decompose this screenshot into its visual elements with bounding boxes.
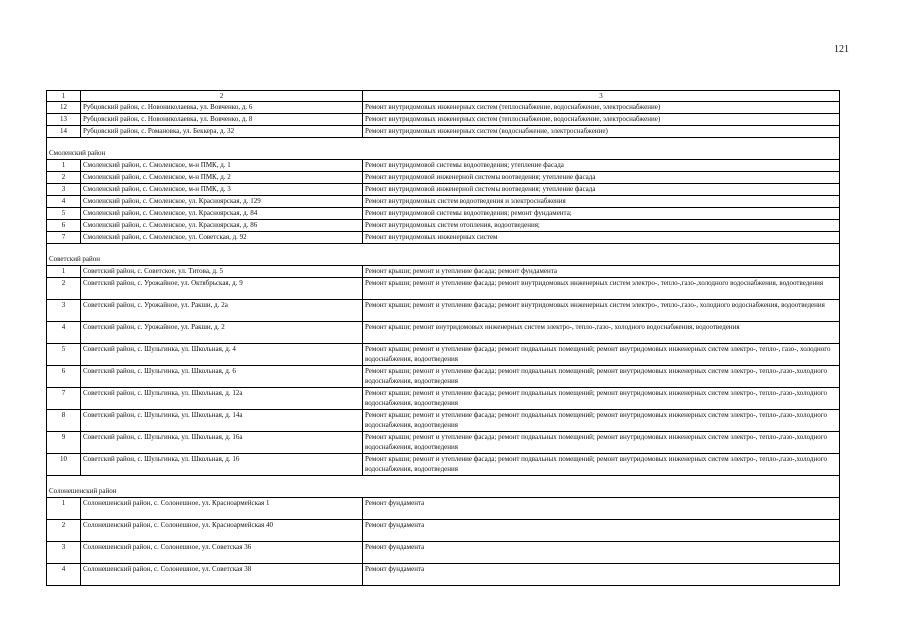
- row-number: 4: [47, 322, 81, 344]
- row-address: Солонешенский район, с. Солонешное, ул. Советская 36: [81, 542, 363, 564]
- header-col-2: 2: [81, 91, 363, 102]
- row-number: 10: [47, 454, 81, 476]
- row-work: Ремонт внутридомовых инженерных систем: [363, 232, 840, 244]
- row-address: Смоленский район, с. Смоленское, м-н ПМК, д. 2: [81, 172, 363, 184]
- page-number: 121: [834, 44, 849, 55]
- row-number: 4: [47, 196, 81, 208]
- table-row: [47, 266, 840, 278]
- row-address: Советский район, с. Шульгинка, ул. Школьная, д. 16: [81, 454, 363, 476]
- row-number: 13: [47, 114, 81, 126]
- row-work: Ремонт крыши; ремонт и утепление фасада; ремонт внутридомовых инженерных систем электро-, тепло-,газо-, холодного водоснабжения, водоотведения: [363, 300, 840, 322]
- row-number: 1: [47, 160, 81, 172]
- repair-table: [46, 90, 840, 586]
- row-work: Ремонт крыши; ремонт и утепление фасада; ремонт подвальных помещений; ремонт внутридомовых инженерных систем электро-, тепло-,газо-,холодного водоснабжения, водоотведения: [363, 388, 840, 410]
- section-title: Смоленский район: [47, 138, 840, 160]
- table-row: [47, 454, 840, 476]
- table-row: [47, 220, 840, 232]
- row-number: 5: [47, 208, 81, 220]
- row-address: Советский район, с. Шульгинка, ул. Школьная, д. 12а: [81, 388, 363, 410]
- row-address: Смоленский район, с. Смоленское, ул. Красноярская, д. 84: [81, 208, 363, 220]
- row-address: Советский район, с. Шульгинка, ул. Школьная, д. 4: [81, 344, 363, 366]
- row-work: Ремонт крыши; ремонт внутридомовых инженерных систем электро-, тепло-,газо-, холодного водоснабжения, водоотведения: [363, 322, 840, 344]
- row-address: Солонешенский район, с. Солонешное, ул. Советская 38: [81, 564, 363, 586]
- header-col-3: 3: [363, 91, 840, 102]
- row-number: 5: [47, 344, 81, 366]
- row-work: Ремонт крыши; ремонт и утепление фасада; ремонт внутридомовых инженерных систем электро-, тепло-,газо-,холодного водоснабжения, водоотведения: [363, 278, 840, 300]
- row-address: Советский район, с. Урожайное, ул. Октябрьская, д. 9: [81, 278, 363, 300]
- row-address: Солонешенский район, с. Солонешное, ул. Красноармейская 1: [81, 498, 363, 520]
- row-address: Смоленский район, с. Смоленское, м-н ПМК, д. 1: [81, 160, 363, 172]
- row-address: Советский район, с. Шульгинка, ул. Школьная, д. 16а: [81, 432, 363, 454]
- table-row: [47, 300, 840, 322]
- row-work: Ремонт фундамента: [363, 542, 840, 564]
- row-work: Ремонт внутридомовой системы водоотведения; утепление фасада: [363, 160, 840, 172]
- row-address: Советский район, с. Шульгинка, ул. Школьная, д. 6: [81, 366, 363, 388]
- table-row: [47, 232, 840, 244]
- row-address: Рубцовский район, с. Новониколаевка, ул. Вовченко, д. 6: [81, 102, 363, 114]
- row-number: 14: [47, 126, 81, 138]
- row-number: 3: [47, 542, 81, 564]
- row-work: Ремонт крыши; ремонт и утепление фасада; ремонт подвальных помещений; ремонт внутридомовых инженерных систем электро-, тепло-, газо-, холодного водоснабжения, водоотведения: [363, 344, 840, 366]
- table-row: [47, 114, 840, 126]
- row-address: Советский район, с. Урожайное, ул. Ракши, д. 2: [81, 322, 363, 344]
- row-number: 6: [47, 220, 81, 232]
- row-work: Ремонт фундамента: [363, 520, 840, 542]
- row-work: Ремонт фундамента: [363, 498, 840, 520]
- table-row: [47, 366, 840, 388]
- row-number: 7: [47, 388, 81, 410]
- section-title: Солонешенский район: [47, 476, 840, 498]
- row-work: Ремонт внутридомовой системы водоотведения; ремонт фундамента;: [363, 208, 840, 220]
- row-work: Ремонт фундамента: [363, 564, 840, 586]
- row-work: Ремонт крыши; ремонт и утепление фасада; ремонт подвальных помещений; ремонт внутридомовых инженерных систем электро-, тепло-,газо-,холодного водоснабжения, водоотведения: [363, 432, 840, 454]
- row-work: Ремонт внутридомовых инженерных систем (теплоснабжение, водоснабжение, электроснабжение): [363, 114, 840, 126]
- table-row: [47, 196, 840, 208]
- table-row: [47, 410, 840, 432]
- row-address: Советский район, с. Советское, ул. Титова, д. 5: [81, 266, 363, 278]
- row-address: Смоленский район, с. Смоленское, м-н ПМК, д. 3: [81, 184, 363, 196]
- row-number: 2: [47, 520, 81, 542]
- table-row: [47, 208, 840, 220]
- table-row: [47, 126, 840, 138]
- table-row: [47, 322, 840, 344]
- row-work: Ремонт внутридомовых систем водоотведения и электроснабжения: [363, 196, 840, 208]
- row-number: 3: [47, 300, 81, 322]
- row-address: Смоленский район, с. Смоленское, ул. Советская, д. 92: [81, 232, 363, 244]
- row-number: 2: [47, 278, 81, 300]
- row-address: Советский район, с. Урожайное, ул. Ракши, д. 2а: [81, 300, 363, 322]
- row-number: 1: [47, 498, 81, 520]
- table-row: [47, 172, 840, 184]
- table-header-row: [47, 91, 840, 102]
- row-number: 12: [47, 102, 81, 114]
- table-row: [47, 542, 840, 564]
- table-row: [47, 344, 840, 366]
- row-number: 1: [47, 266, 81, 278]
- row-address: Смоленский район, с. Смоленское, ул. Красноярская, д. 129: [81, 196, 363, 208]
- table-row: [47, 520, 840, 542]
- row-number: 3: [47, 184, 81, 196]
- table-row: [47, 102, 840, 114]
- table-row: [47, 278, 840, 300]
- row-work: Ремонт внутридомовых систем отопления, водоотведения;: [363, 220, 840, 232]
- table-row: [47, 184, 840, 196]
- row-address: Смоленский район, с. Смоленское, ул. Красноярская, д. 86: [81, 220, 363, 232]
- row-address: Рубцовский район, с. Новониколаевка, ул. Вовченко, д. 8: [81, 114, 363, 126]
- row-work: Ремонт внутридомовых инженерных систем (теплоснабжение, водоснабжение, электроснабжение): [363, 102, 840, 114]
- table-row: [47, 432, 840, 454]
- header-col-1: 1: [47, 91, 81, 102]
- row-work: Ремонт крыши; ремонт и утепление фасада; ремонт подвальных помещений; ремонт внутридомовых инженерных систем электро-, тепло-,газо-,холодного водоснабжения, водоотведения: [363, 410, 840, 432]
- row-work: Ремонт внутридомовой инженерной системы воотведения; утепление фасада: [363, 172, 840, 184]
- row-address: Рубцовский район, с. Романовка, ул. Беккера, д. 32: [81, 126, 363, 138]
- row-number: 2: [47, 172, 81, 184]
- row-work: Ремонт внутридомовых инженерных систем (водоснабжение, электроснабжение): [363, 126, 840, 138]
- section-row: [47, 476, 840, 498]
- row-work: Ремонт крыши; ремонт и утепление фасада; ремонт подвальных помещений; ремонт внутридомовых инженерных систем электро-, тепло-,газо-,холодного водоснабжения, водоотведения: [363, 366, 840, 388]
- row-number: 9: [47, 432, 81, 454]
- row-number: 8: [47, 410, 81, 432]
- row-number: 6: [47, 366, 81, 388]
- row-address: Солонешенский район, с. Солонешное, ул. Красноармейская 40: [81, 520, 363, 542]
- row-number: 7: [47, 232, 81, 244]
- row-work: Ремонт крыши; ремонт и утепление фасада; ремонт подвальных помещений; ремонт внутридомовых инженерных систем электро-, тепло-,газо-,холодного водоснабжения, водоотведения: [363, 454, 840, 476]
- row-work: Ремонт внутридомовой инженерной системы воотведения; утепление фасада: [363, 184, 840, 196]
- row-work: Ремонт крыши; ремонт и утепление фасада; ремонт фундамента: [363, 266, 840, 278]
- table-row: [47, 160, 840, 172]
- section-row: [47, 138, 840, 160]
- table-row: [47, 564, 840, 586]
- row-number: 4: [47, 564, 81, 586]
- table-row: [47, 388, 840, 410]
- section-row: [47, 244, 840, 266]
- table-row: [47, 498, 840, 520]
- row-address: Советский район, с. Шульгинка, ул. Школьная, д. 14а: [81, 410, 363, 432]
- section-title: Советский район: [47, 244, 840, 266]
